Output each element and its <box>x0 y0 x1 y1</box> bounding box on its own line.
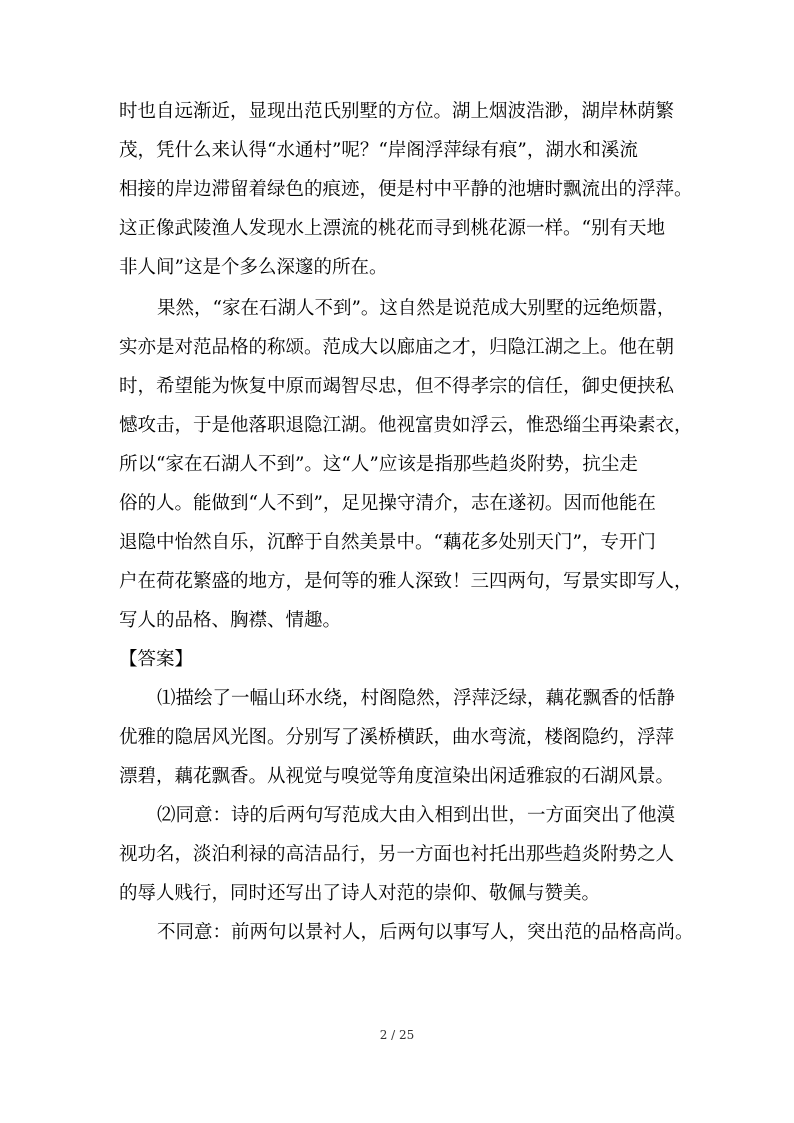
text-line: ⑴描绘了一幅山环水绕，村阁隐然，浮萍泛绿，藕花飘香的恬静 <box>157 688 676 709</box>
text-line: 时，希望能为恢复中原而竭智尽忠，但不得孝宗的信任，御史便挟私 <box>119 376 675 397</box>
answer-heading: 【答案】 <box>119 649 194 670</box>
answer-2 <box>119 796 679 913</box>
text-line: 所以“家在石湖人不到”。这“人”应该是指那些趋炎附势，抗尘走 <box>119 454 638 475</box>
text-line: ⑵同意：诗的后两句写范成大由入相到出世，一方面突出了他漠 <box>157 805 676 826</box>
text-line: 果然，“家在石湖人不到”。这自然是说范成大别墅的远绝烦嚣， <box>157 298 676 319</box>
text-line: 户在荷花繁盛的地方，是何等的雅人深致！三四两句，写景实即写人， <box>119 571 693 592</box>
text-line: 的辱人贱行，同时还写出了诗人对范的崇仰、敬佩与赞美。 <box>119 883 601 904</box>
text-line: 漂碧，藕花飘香。从视觉与嗅觉等角度渲染出闲适雅寂的石湖风景。 <box>119 766 675 787</box>
text-line: 时也自远渐近，显现出范氏别墅的方位。湖上烟波浩渺，湖岸林荫繁 <box>119 101 675 122</box>
text-line: 茂，凭什么来认得“水通村”呢？“岸阁浮萍绿有痕”，湖水和溪流 <box>119 140 638 161</box>
text-line: 实亦是对范品格的称颂。范成大以廊庙之才，归隐江湖之上。他在朝 <box>119 337 675 358</box>
text-line: 优雅的隐居风光图。分别写了溪桥横跃，曲水弯流，楼阁隐约，浮萍 <box>119 727 675 748</box>
document-body <box>119 92 694 952</box>
analysis-paragraph-1 <box>119 92 693 287</box>
text-line: 视功名，淡泊利禄的高洁品行，另一方面也衬托出那些趋炎附势之人 <box>119 844 675 865</box>
text-line: 不同意：前两句以景衬人，后两句以事写人，突出范的品格高尚。 <box>157 922 694 943</box>
text-line: 非人间”这是个多么深邃的所在。 <box>119 257 388 278</box>
text-line: 相接的岸边滞留着绿色的痕迹，便是村中平静的池塘时飘流出的浮萍。 <box>119 179 693 200</box>
page-number: 2 / 25 <box>379 1028 415 1042</box>
text-line: 俗的人。能做到“人不到”，足见操守清介，志在遂初。因而他能在 <box>119 493 656 514</box>
text-line: 写人的品格、胸襟、情趣。 <box>119 610 342 631</box>
analysis-paragraph-2 <box>119 289 693 640</box>
answer-3 <box>119 913 694 952</box>
text-line: 退隐中怡然自乐，沉醉于自然美景中。“藕花多处别天门”，专开门 <box>119 532 656 553</box>
answer-1 <box>119 679 679 796</box>
text-line: 憾攻击，于是他落职退隐江湖。他视富贵如浮云，惟恐缁尘再染素衣， <box>119 415 693 436</box>
text-line: 这正像武陵渔人发现水上漂流的桃花而寻到桃花源一样。“别有天地 <box>119 218 665 239</box>
